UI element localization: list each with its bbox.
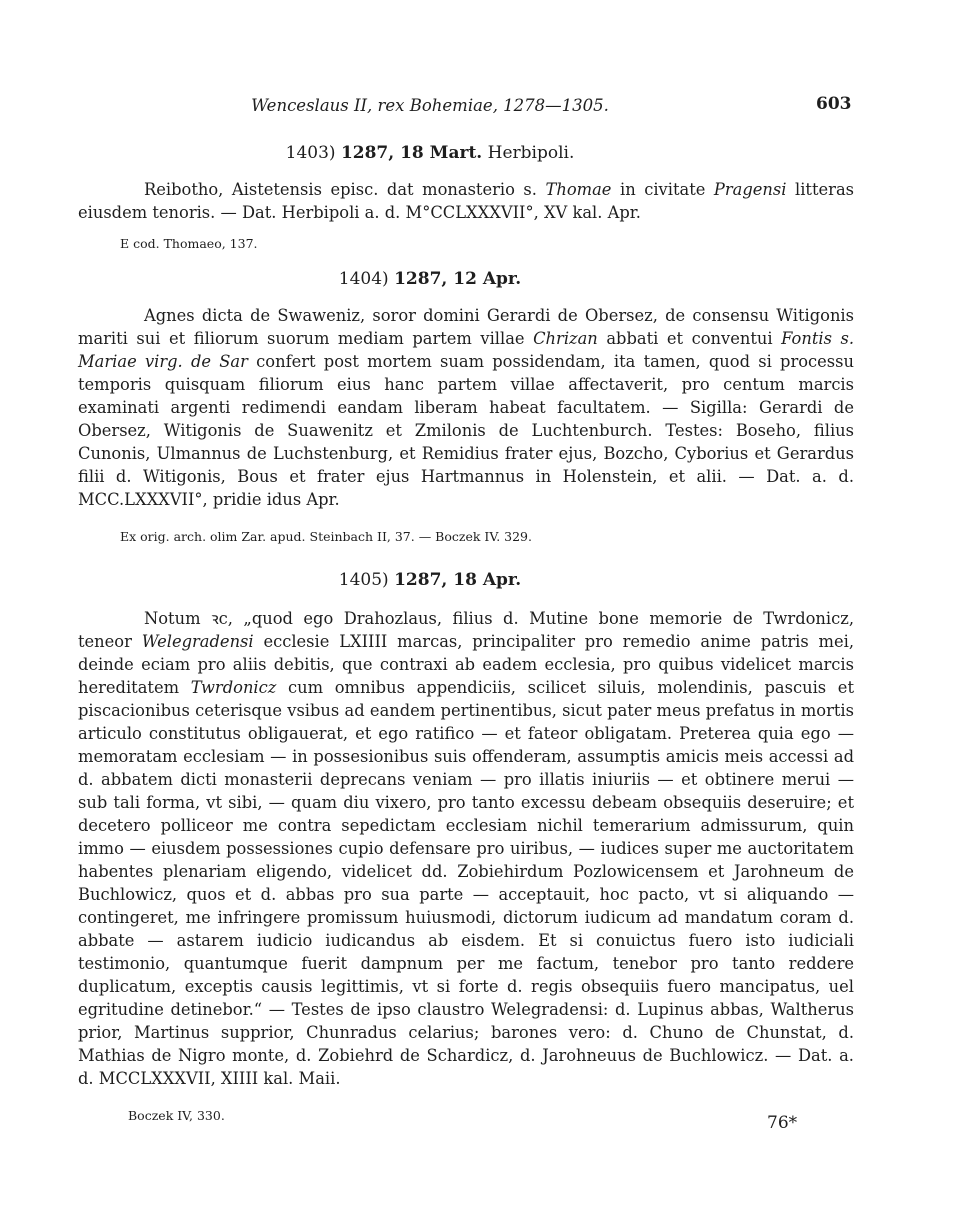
italic-name: Pragensi — [713, 180, 787, 199]
charter-source-1405: Boczek IV, 330. — [128, 1108, 225, 1123]
italic-name: Twrdonicz — [190, 678, 277, 697]
charter-source-1403: E cod. Thomaeo, 137. — [120, 236, 258, 251]
charter-heading-1403 — [80, 143, 780, 163]
italic-name: Fontis s. Mariae virg. de Sar — [78, 329, 854, 371]
page-number: 603 — [816, 94, 852, 114]
charter-number: 1404) — [338, 269, 389, 289]
charter-number: 1403) — [285, 143, 336, 163]
italic-name: Thomae — [545, 180, 612, 199]
running-head: Wenceslaus II, rex Bohemiae, 1278—1305. — [251, 96, 609, 115]
charter-text-1403: Reibotho, Aistetensis episc. dat monasterio s. Thomae in civitate Pragensi litteras eiusdem tenoris. — Dat. Herbipoli a. d. M°CCLXXXVII°, XV kal. Apr. — [78, 180, 855, 222]
charter-heading-1405 — [80, 570, 780, 590]
charter-text-1405: Notum ꝛc, „quod ego Drahozlaus, filius d. Mutine bone memorie de Twrdonicz, teneor Welegradensi ecclesie LXIIII marcas, principaliter pro remedio anime patris mei, deinde eciam pro aliis debitis, que contraxi ab eadem ecclesia, pro quibus videlicet marcis hereditatem Twrdonicz cum omnibus appendiciis, scilicet siluis, molendinis, pascuis et piscacionibus ceterisque vsibus ad eandem pertinentibus, sicut pater meus prefatus in mortis articulo constitutus obligauerat, et ego ratifico — et fateor obligatam. Preterea quia ego — memoratam ecclesiam — in possesionibus suis offenderam, assumptis amicis meis accessi ad d. abbatem dicti monasterii deprecans veniam — pro illatis iniuriis — et obtinere merui — sub tali forma, vt sibi, — quam diu vixero, pro tanto excessu debeam obsequiis deseruire; et decetero polliceor me contra sepedictam ecclesiam nichil temerarium admissurum, quin immo — eiusdem possessiones cupio defensare pro uiribus, — iudices super me auctoritatem habentes plenariam eligendo, videlicet dd. Zobiehirdum Pozlowicensem et Jarohneum de Buchlowicz, quos et d. abbas pro sua parte — acceptauit, hoc pacto, vt si aliquando — contingeret, me infringere promissum huiusmodi, dictorum iudicum ad mandatum coram d. abbate — astarem iudicio iudicandus ab eisdem. Et si conuictus fuero isto iudiciali testimonio, quantumque fuerit dampnum per me factum, tenebor pro tanto reddere duplicatum, exceptis causis legittimis, vt si forte d. regis obsequiis fuero mancipatus, uel egritudine detinebor.“ — Testes de ipso claustro Welegradensi: d. Lupinus abbas, Waltherus prior, Martinus supprior, Chunradus celarius; barones vero: d. Chuno de Chunstat, d. Mathias de Nigro monte, d. Zobiehrd de Schardicz, d. Jarohneuus de Buchlowicz. — Dat. a. d. MCCLXXXVII, XIIII kal. Maii. — [78, 609, 854, 1088]
charter-heading-1404 — [80, 269, 780, 289]
charter-text-1404: Agnes dicta de Swaweniz, soror domini Gerardi de Obersez, de consensu Witigonis mariti sui et filiorum suorum mediam partem villae Chrizan abbati et conventui Fontis s. Mariae virg. de Sar confert post mortem suam possidendam, ita tamen, quod si processu temporis quisquam filiorum eius hanc partem villae affectaverit, pro centum marcis examinati argenti redimendi eandam liberam habeat facultatem. — Sigilla: Gerardi de Obersez, Witigonis de Suawenitz et Zmilonis de Luchtenburch. Testes: Boseho, filius Cunonis, Ulmannus de Luchstenburg, et Remidius frater ejus, Bozcho, Cyborius et Gerardus filii d. Witigonis, Bous et frater ejus Hartmannus in Holenstein, et alii. — Dat. a. d. MCC.LXXXVII°, pridie idus Apr. — [78, 306, 854, 509]
italic-name: Chrizan — [533, 329, 598, 348]
charter-date: 1287, 12 Apr. — [394, 269, 522, 289]
charter-date: 1287, 18 Apr. — [394, 570, 522, 590]
signature-mark: 76* — [767, 1113, 798, 1133]
charter-source-1404: Ex orig. arch. olim Zar. apud. Steinbach II, 37. — Boczek IV. 329. — [120, 529, 532, 544]
charter-number: 1405) — [338, 570, 389, 590]
charter-place: Herbipoli. — [487, 143, 575, 163]
italic-name: Welegradensi — [141, 632, 254, 651]
charter-date: 1287, 18 Mart. — [340, 143, 483, 163]
